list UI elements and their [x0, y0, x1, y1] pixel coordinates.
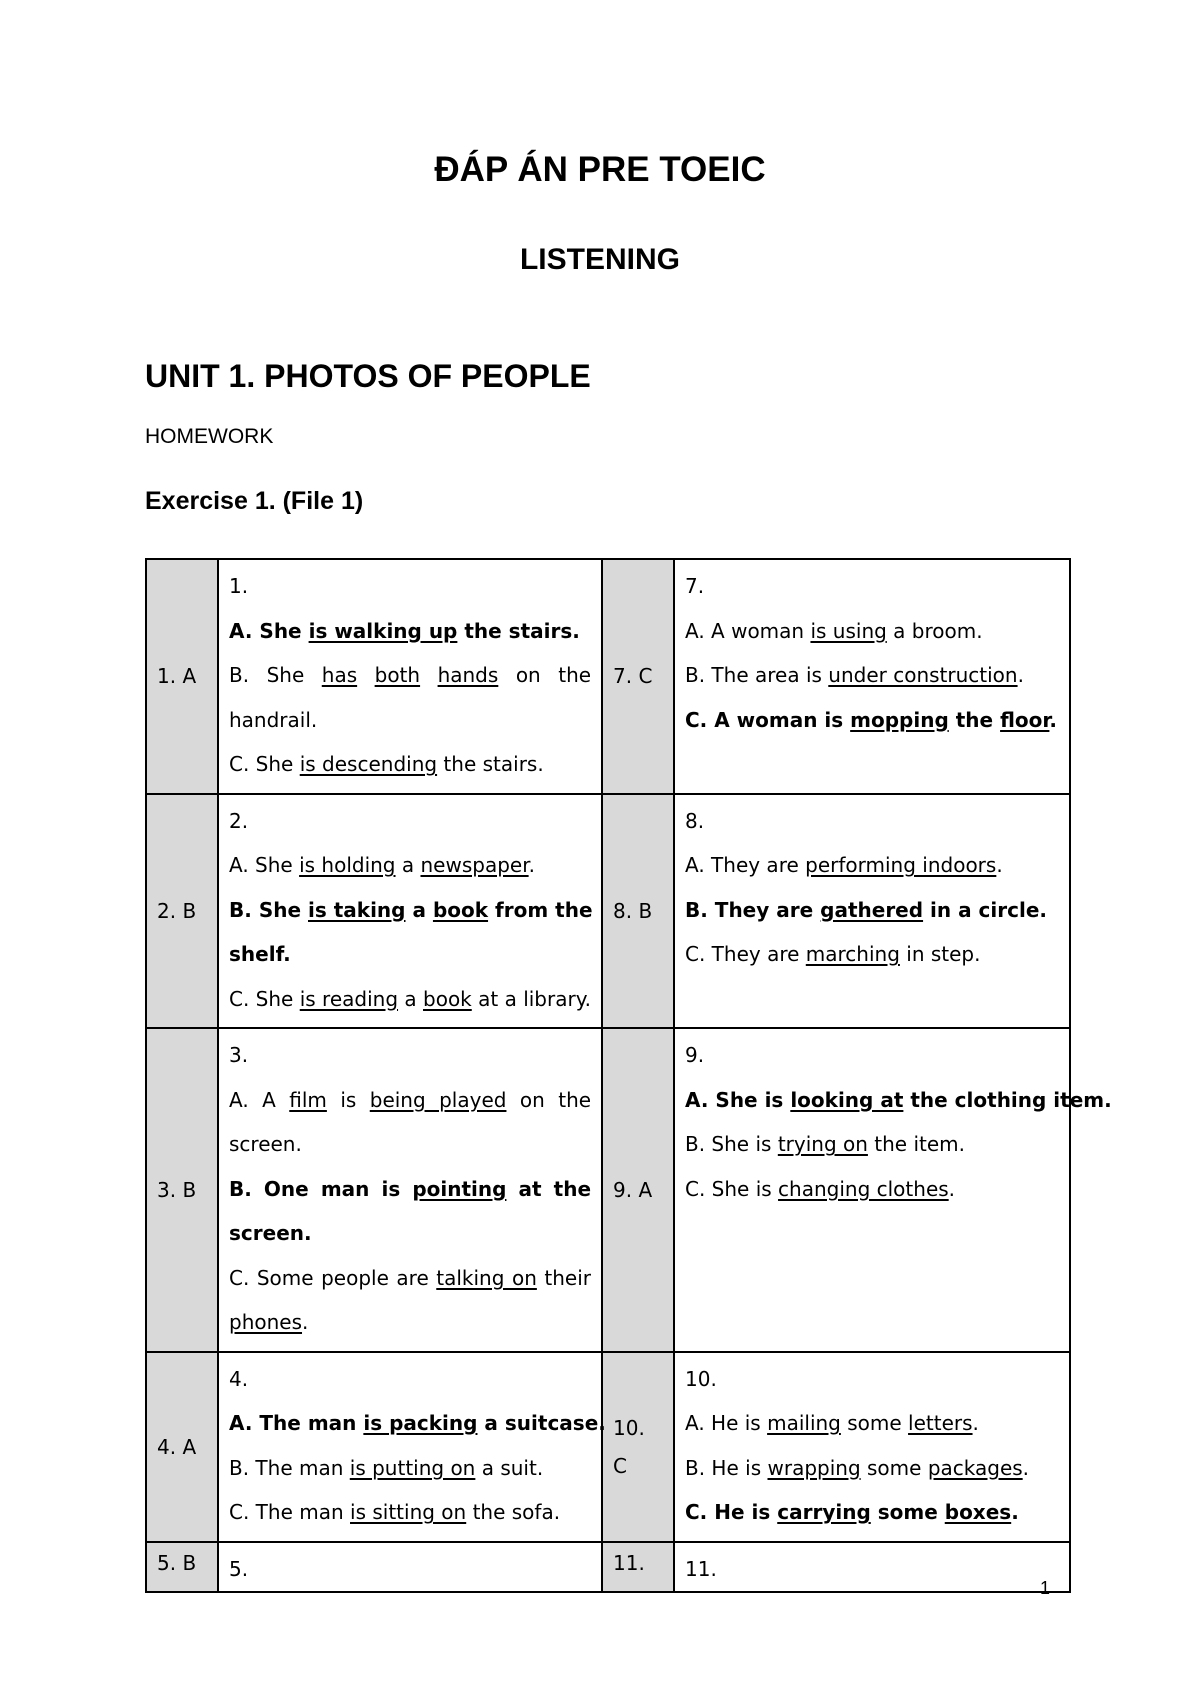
question-cell-2 [218, 794, 602, 1029]
question-cell-8 [674, 794, 1070, 1029]
question-cell-5 [218, 1542, 602, 1593]
question-cell-11 [674, 1542, 1070, 1593]
question-number: 1. [229, 574, 249, 598]
table-row [146, 1352, 1070, 1542]
table-row [146, 794, 1070, 1029]
option-b: B. He is wrapping some packages. [685, 1455, 1030, 1480]
option-a: A. She is holding a newspaper. [229, 853, 535, 877]
page-number: 1 [1040, 1578, 1051, 1598]
answer-key-11: 11. [602, 1542, 674, 1593]
option-a: A. A woman is using a broom. [685, 618, 983, 643]
question-cell-10 [674, 1352, 1070, 1542]
homework-label: HOMEWORK [145, 425, 274, 448]
section-title: LISTENING [519, 243, 680, 276]
question-number: 10. [685, 1366, 717, 1391]
table-row [146, 559, 1070, 794]
option-b: B. They are gathered in a circle. [685, 897, 1047, 922]
question-number: 3. [229, 1043, 249, 1067]
option-c: C. She is reading a book at a library. [229, 986, 592, 1011]
option-c: C. She is descending the stairs. [229, 752, 544, 776]
answer-key-4: 4. A [146, 1352, 218, 1542]
question-number: 4. [229, 1366, 249, 1391]
option-c: C. She is changing clothes. [685, 1176, 956, 1201]
question-cell-3 [218, 1028, 602, 1352]
option-c: C. He is carrying some boxes. [685, 1500, 1019, 1524]
option-a: A. The man is packing a suitcase. [229, 1411, 606, 1435]
option-c: C. Some people are talking on their [229, 1265, 591, 1290]
answer-key-2: 2. B [146, 794, 218, 1029]
question-number: 2. [229, 808, 249, 833]
option-b: B. One man is pointing at the [229, 1176, 592, 1201]
document-title: ĐÁP ÁN PRE TOEIC [434, 150, 766, 189]
option-b: B. The man is putting on a suit. [229, 1455, 544, 1480]
answer-key-7: 7. C [602, 559, 674, 794]
option-b-continued: handrail. [229, 707, 318, 732]
answer-key-9: 9. A [602, 1028, 674, 1352]
question-number: 11. [685, 1556, 717, 1581]
option-c: C. They are marching in step. [685, 942, 981, 966]
answer-key-10 [602, 1352, 674, 1542]
option-a: A. A film is being played on the [229, 1087, 592, 1112]
question-number: 8. [685, 808, 705, 833]
question-cell-4 [218, 1352, 606, 1542]
option-b-continued: screen. [229, 1221, 312, 1245]
option-a: A. He is mailing some letters. [685, 1411, 979, 1435]
option-b: B. The area is under construction. [685, 663, 1024, 687]
table-row [146, 1028, 1070, 1352]
option-b-continued: shelf. [229, 942, 291, 966]
table-row [146, 1542, 1070, 1593]
option-b: B. She is taking a book from the [229, 897, 593, 922]
question-number: 7. [685, 574, 705, 598]
answer-table [145, 558, 1112, 1593]
answer-key-1: 1. A [146, 559, 218, 794]
question-cell-9 [674, 1028, 1112, 1352]
answer-key-5: 5. B [146, 1542, 218, 1593]
option-b: B. She has both hands on the [229, 663, 592, 687]
option-c-continued: phones. [229, 1310, 309, 1334]
option-a: A. She is walking up the stairs. [229, 618, 580, 643]
option-a-continued: screen. [229, 1132, 302, 1156]
answer-key-number: 10. [613, 1415, 645, 1440]
option-b: B. She is trying on the item. [685, 1132, 966, 1156]
question-number: 5. [229, 1556, 249, 1581]
option-a: A. She is looking at the clothing item. [685, 1087, 1112, 1112]
question-cell-1 [218, 559, 602, 794]
option-c: C. A woman is mopping the floor. [685, 707, 1058, 732]
answer-key-3: 3. B [146, 1028, 218, 1352]
answer-key-8: 8. B [602, 794, 674, 1029]
question-number: 9. [685, 1043, 705, 1067]
question-cell-7 [674, 559, 1070, 794]
exercise-title: Exercise 1. (File 1) [145, 487, 364, 515]
option-a: A. They are performing indoors. [685, 853, 1003, 877]
option-c: C. The man is sitting on the sofa. [229, 1500, 561, 1524]
unit-title: UNIT 1. PHOTOS OF PEOPLE [145, 358, 591, 394]
answer-key-letter: C [613, 1453, 627, 1478]
